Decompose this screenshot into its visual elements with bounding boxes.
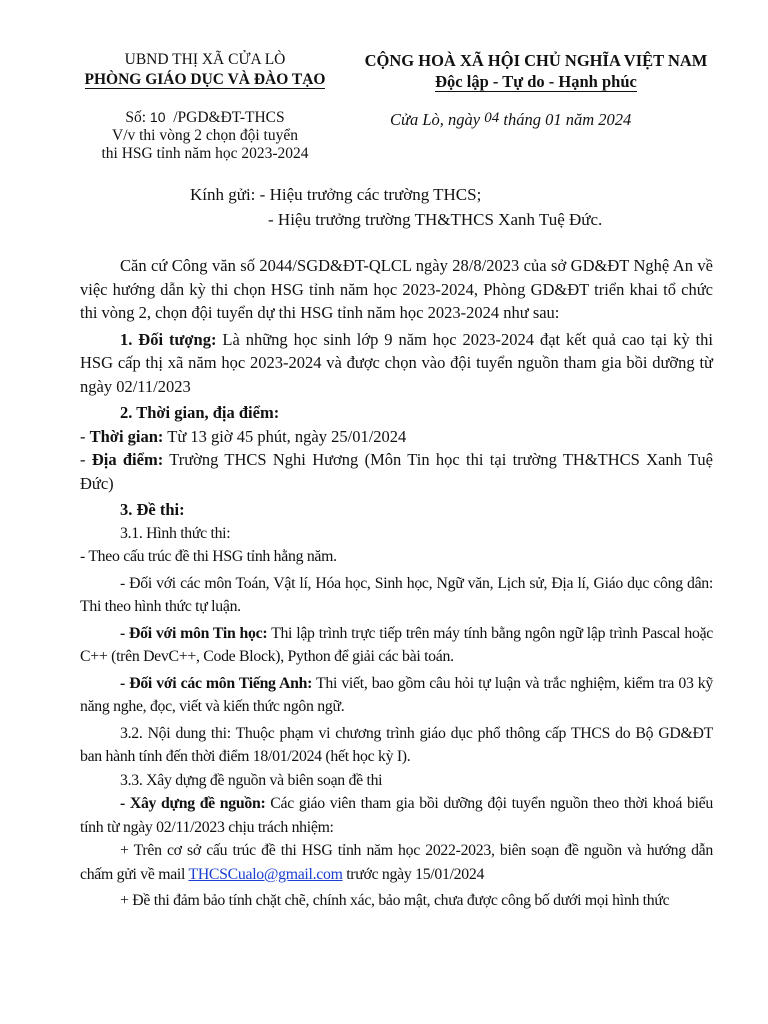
section-1: 1. Đối tượng: Là những học sinh lớp 9 năm học 2023-2024 đạt kết quả cao tại kỳ thi HSG cấp thị xã năm học 2023-2024 và được chọn vào đội tuyển nguồn tham gia bồi dưỡng từ ngày 02/11/2023	[80, 329, 713, 396]
recipient-2: - Hiệu trưởng trường TH&THCS Xanh Tuệ Đức.	[268, 210, 603, 229]
subject-line-1: V/v thi vòng 2 chọn đội tuyển	[112, 127, 298, 144]
intro-paragraph: Căn cứ Công văn số 2044/SGD&ĐT-QLCL ngày 28/8/2023 của sở GD&ĐT Nghệ An về việc hướng dẫn kỳ thi chọn HSG tỉnh năm học 2023-2024, Phòng GD&ĐT triển khai tổ chức thi vòng 2, chọn đội tuyển dự thi HSG tỉnh năm học 2023-2024 như sau:	[80, 256, 713, 322]
recipients-label: Kính gửi:	[190, 185, 256, 204]
date-line: Cửa Lò, ngày 04 tháng 01 năm 2024	[390, 110, 632, 129]
document-body	[80, 254, 713, 913]
section-3-1-c: - Đối với môn Tin học: Thi lập trình trực tiếp trên máy tính bằng ngôn ngữ lập trình Pascal hoặc C++ (trên DevC++, Code Block), Python để giải các bài toán.	[80, 624, 713, 665]
recipient-1: - Hiệu trưởng các trường THCS;	[259, 185, 482, 204]
section-3-3-c: + Đề thi đảm bảo tính chặt chẽ, chính xác, bảo mật, chưa được công bố dưới mọi hình thức	[120, 892, 670, 909]
reference-block	[70, 108, 340, 163]
department-name: PHÒNG GIÁO DỤC VÀ ĐÀO TẠO	[84, 71, 326, 88]
national-header	[336, 50, 736, 92]
motto: Độc lập - Tự do - Hạnh phúc	[435, 72, 637, 91]
section-2-place: - Địa điểm: Trường THCS Nghi Hương (Môn Tin học thi tại trường TH&THCS Xanh Tuệ Đức)	[80, 450, 713, 493]
recipients-block	[190, 182, 602, 232]
section-3-3: 3.3. Xây dựng đề nguồn và biên soạn đề thi	[120, 771, 383, 789]
issuer-block	[70, 50, 340, 90]
section-2-title: 2. Thời gian, địa điểm:	[120, 403, 280, 422]
section-3-1-b: - Đối với các môn Toán, Vật lí, Hóa học, Sinh học, Ngữ văn, Lịch sử, Địa lí, Giáo dục công dân: Thi theo hình thức tự luận.	[80, 574, 713, 615]
subject-line-2: thi HSG tỉnh năm học 2023-2024	[101, 145, 309, 162]
section-3-2: 3.2. Nội dung thi: Thuộc phạm vi chương trình giáo dục phổ thông cấp THCS do Bộ GD&ĐT ban hành tính đến thời điểm 18/01/2024 (hết học kỳ I).	[80, 724, 713, 765]
date-day: 04	[484, 110, 500, 126]
section-3-1-d: - Đối với các môn Tiếng Anh: Thi viết, bao gồm câu hỏi tự luận và trắc nghiệm, kiểm tra 03 kỹ năng nghe, đọc, viết và kiến thức ngôn ngữ.	[80, 674, 714, 715]
section-3-3-b: + Trên cơ sở cấu trúc đề thi HSG tỉnh năm học 2022-2023, biên soạn đề nguồn và hướng dẫn chấm gửi về mail THCSCualo@gmail.com trước ngày 15/01/2024	[80, 842, 713, 883]
section-2-time: - Thời gian: Từ 13 giờ 45 phút, ngày 25/01/2024	[80, 426, 407, 446]
country-name: CỘNG HOÀ XÃ HỘI CHỦ NGHĨA VIỆT NAM	[364, 51, 708, 70]
agency-name: UBND THỊ XÃ CỬA LÒ	[124, 51, 286, 68]
section-3-1-a: - Theo cấu trúc đề thi HSG tỉnh hằng năm.	[80, 548, 337, 565]
section-3-1: 3.1. Hình thức thi:	[120, 524, 231, 542]
section-3-title: 3. Đề thi:	[120, 500, 185, 519]
document-number: Số: 10 /PGD&ĐT-THCS	[125, 109, 285, 126]
section-3-3-a: - Xây dựng đề nguồn: Các giáo viên tham gia bồi dưỡng đội tuyển nguồn theo thời khoá biểu tính từ ngày 02/11/2023 chịu trách nhiệm:	[80, 795, 713, 836]
email-link[interactable]: THCSCualo@gmail.com	[188, 865, 343, 883]
